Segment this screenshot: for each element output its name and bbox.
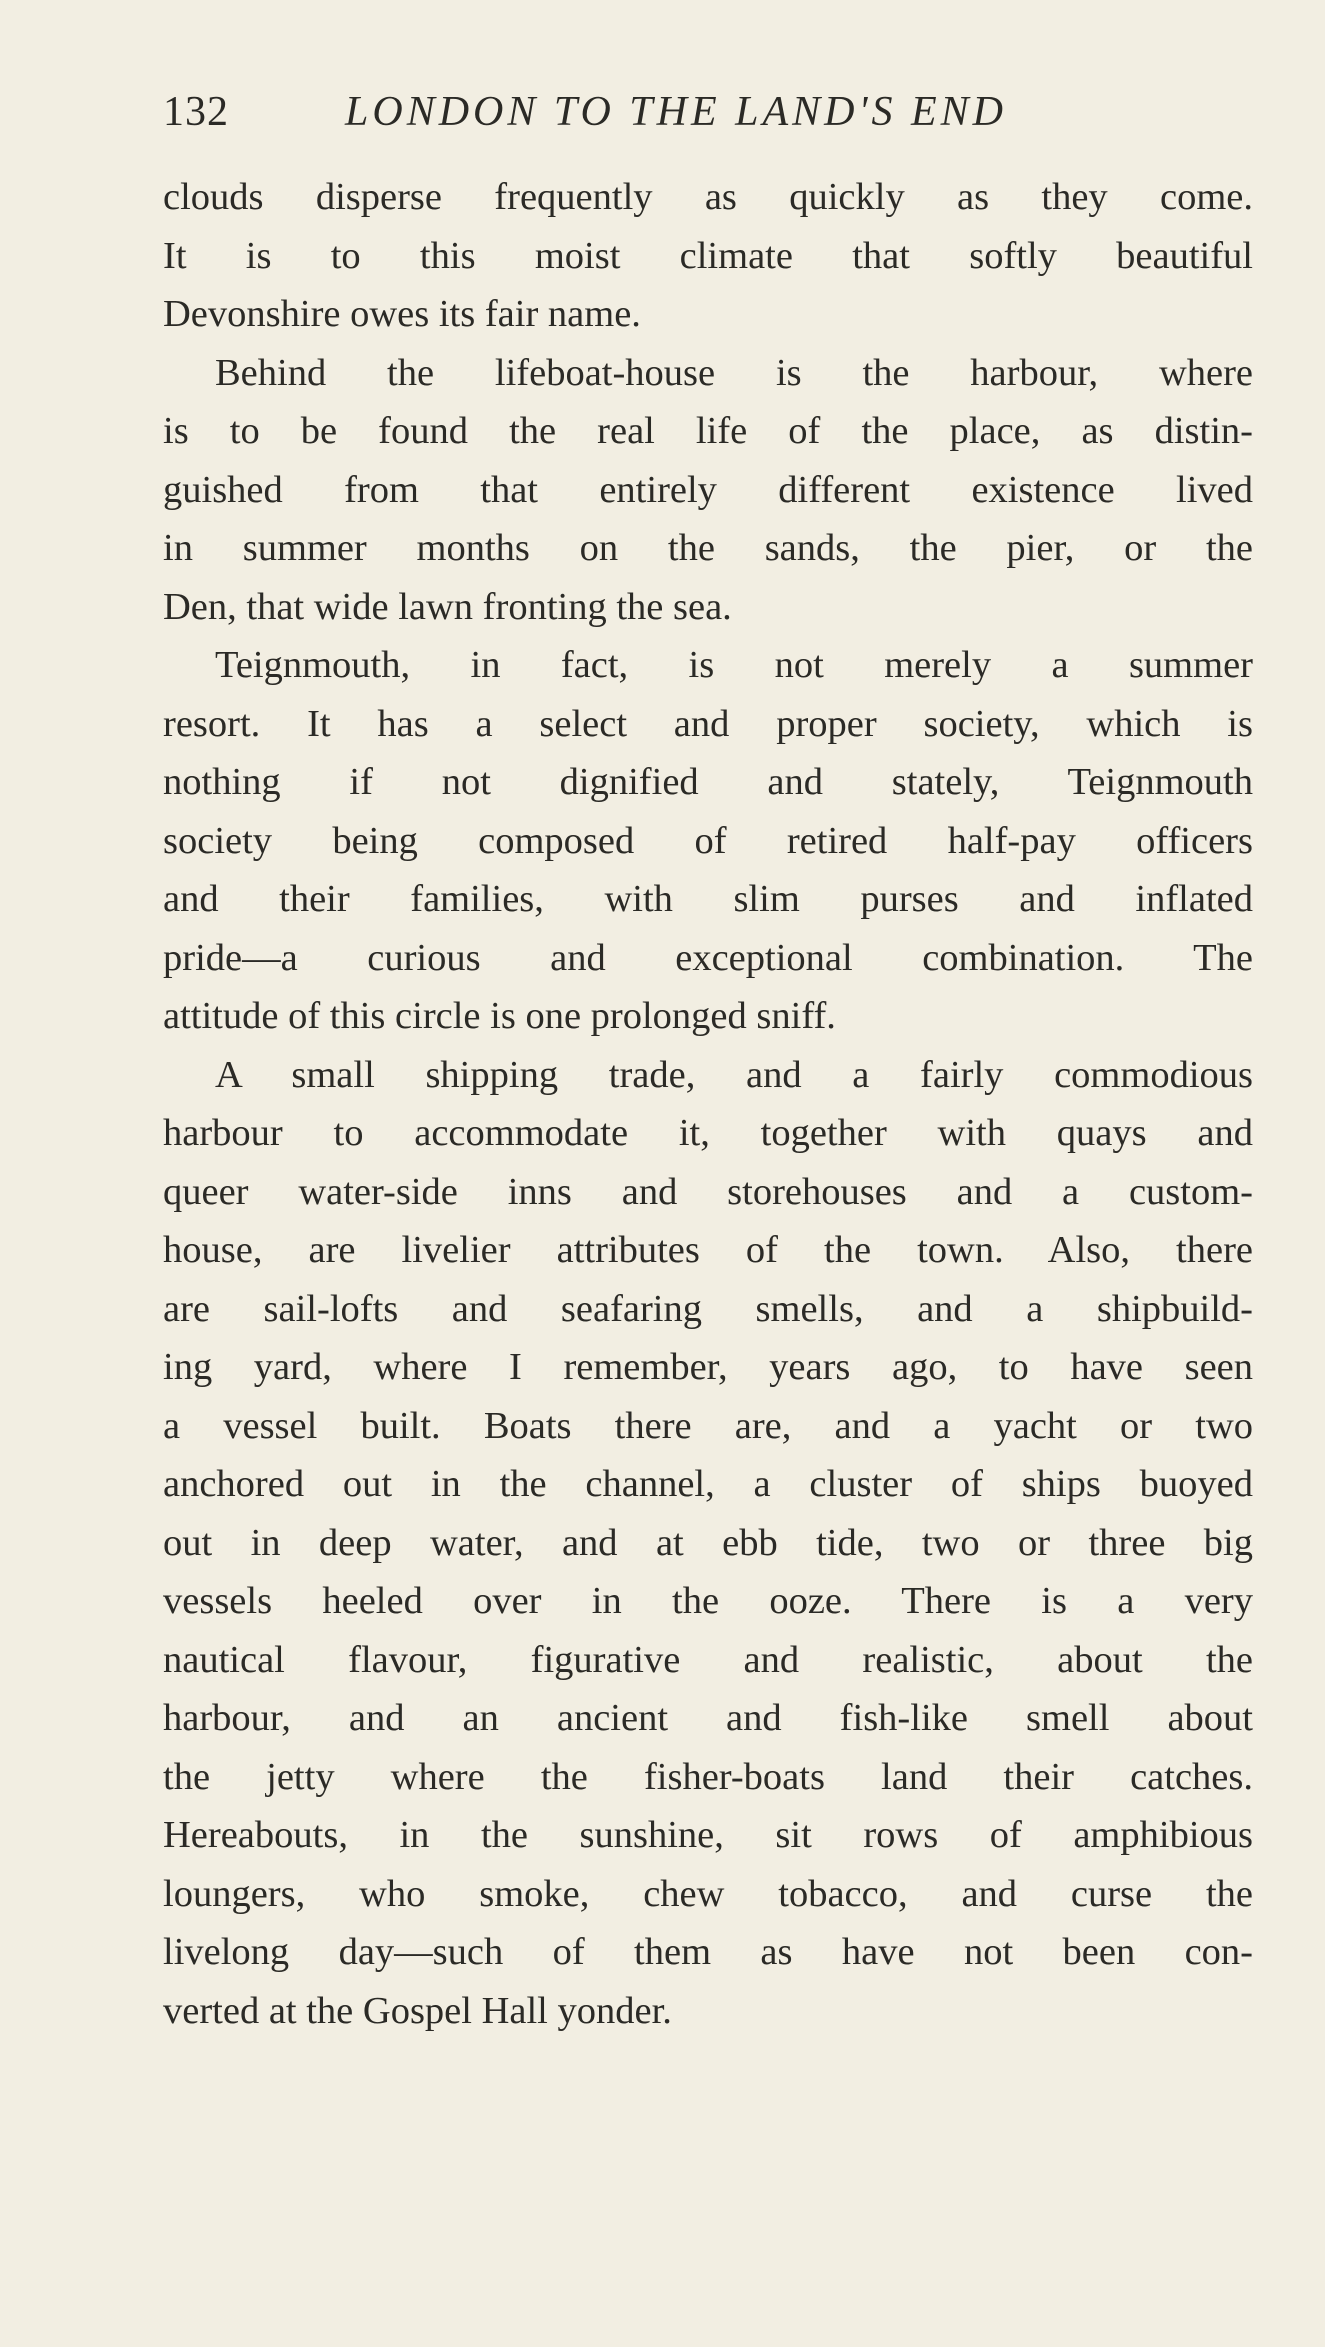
text-line: nothing if not dignified and stately, Teignmouth [163, 761, 1253, 803]
text-line: attitude of this circle is one prolonged sniff. [163, 995, 836, 1037]
body-text [163, 168, 1253, 2040]
text-line: A small shipping trade, and a fairly commodious [215, 1053, 1253, 1096]
text-line: It is to this moist climate that softly beautiful [163, 234, 1253, 277]
text-line: in summer months on the sands, the pier, or the [163, 527, 1253, 569]
text-line: are sail-lofts and seafaring smells, and a shipbuild- [163, 1287, 1253, 1330]
text-line: ing yard, where I remember, years ago, to have seen [163, 1346, 1253, 1388]
text-line: nautical flavour, figurative and realistic, about the [163, 1638, 1253, 1681]
text-line: clouds disperse frequently as quickly as they come. [163, 176, 1253, 218]
text-line: queer water-side inns and storehouses and a custom- [163, 1170, 1253, 1213]
text-line: the jetty where the fisher-boats land their catches. [163, 1755, 1253, 1798]
text-line: vessels heeled over in the ooze. There is a very [163, 1580, 1253, 1622]
text-line: out in deep water, and at ebb tide, two or three big [163, 1521, 1253, 1564]
text-line: livelong day—such of them as have not been con- [163, 1931, 1253, 1973]
text-line: Devonshire owes its fair name. [163, 293, 641, 335]
text-line: guished from that entirely different existence lived [163, 468, 1253, 511]
text-line: resort. It has a select and proper society, which is [163, 702, 1253, 745]
text-line: Den, that wide lawn fronting the sea. [163, 585, 732, 628]
text-line: harbour, and an ancient and fish-like smell about [163, 1697, 1253, 1739]
text-line: pride—a curious and exceptional combination. The [163, 936, 1253, 979]
book-title: LONDON TO THE LAND'S END [345, 89, 1007, 135]
text-line: harbour to accommodate it, together with quays and [163, 1112, 1253, 1154]
text-line: Behind the lifeboat-house is the harbour, where [215, 351, 1253, 394]
text-line: a vessel built. Boats there are, and a yacht or two [163, 1404, 1253, 1447]
text-line: society being composed of retired half-pay officers [163, 819, 1253, 862]
text-line: is to be found the real life of the place, as distin- [163, 410, 1253, 452]
text-line: loungers, who smoke, chew tobacco, and curse the [163, 1872, 1253, 1915]
text-line: Teignmouth, in fact, is not merely a summer [215, 644, 1253, 686]
text-line: house, are livelier attributes of the town. Also, there [163, 1229, 1253, 1271]
text-line: anchored out in the channel, a cluster of ships buoyed [163, 1463, 1253, 1505]
page-number: 132 [163, 89, 229, 135]
text-line: and their families, with slim purses and inflated [163, 878, 1253, 920]
text-line: Hereabouts, in the sunshine, sit rows of amphibious [163, 1814, 1253, 1856]
running-head [163, 82, 1163, 142]
text-line: verted at the Gospel Hall yonder. [163, 1989, 672, 2032]
